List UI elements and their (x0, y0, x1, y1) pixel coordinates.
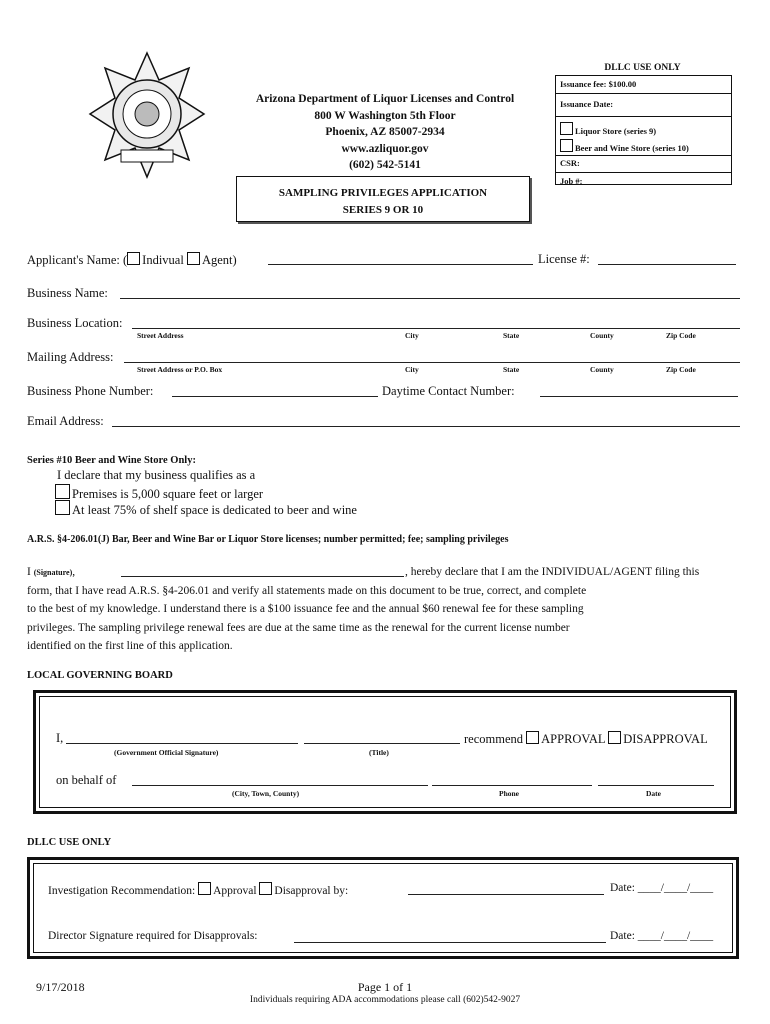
dllc-approval-label: Approval (213, 885, 257, 897)
declaration-signature-field[interactable] (121, 576, 404, 577)
business-location-label: Business Location: (27, 316, 123, 330)
gov-signature-field[interactable] (66, 743, 298, 744)
agency-seal (88, 50, 206, 180)
agency-website: www.azliquor.gov (341, 142, 429, 155)
business-phone-label: Business Phone Number: (27, 384, 154, 398)
footer-ada-notice: Individuals requiring ADA accommodations please call (602)542-9027 (249, 995, 521, 1005)
investigation-date-blank: ____/____/____ (637, 882, 714, 894)
board-disapproval-checkbox[interactable] (608, 731, 621, 744)
mailing-address-field[interactable] (124, 362, 740, 363)
daytime-phone-field[interactable] (540, 396, 738, 397)
board-date-field[interactable] (598, 785, 714, 786)
shelf-checkbox[interactable] (55, 500, 70, 515)
applicant-name-label: Applicant's Name: (27, 253, 120, 267)
dllc-use-heading: DLLC USE ONLY (27, 837, 112, 848)
email-field[interactable] (112, 426, 740, 427)
dllc-approval-checkbox[interactable] (198, 882, 211, 895)
agent-checkbox[interactable] (187, 252, 200, 265)
individual-label: Indivual (142, 253, 184, 267)
city-town-label: (City, Town, County) (232, 789, 300, 798)
dllc-disapproval-checkbox[interactable] (259, 882, 272, 895)
director-signature-field[interactable] (294, 942, 606, 943)
agency-phone: (602) 542-5141 (349, 159, 421, 171)
applicant-name-field[interactable] (268, 264, 533, 265)
gov-title-label: (Title) (369, 748, 389, 757)
shelf-option[interactable] (55, 500, 357, 518)
statute-heading: A.R.S. §4-206.01(J) Bar, Beer and Wine Bar or Liquor Store licenses; number permitted; fee; sampling privileges (27, 534, 509, 545)
agency-name: Arizona Department of Liquor Licenses and Control (255, 93, 515, 105)
director-date-label: Date: (610, 930, 635, 942)
series9-checkbox[interactable] (560, 122, 573, 135)
applicant-name-row: Applicant's Name: ( Indivual Agent) (27, 253, 237, 267)
board-approval-checkbox[interactable] (526, 731, 539, 744)
business-name-field[interactable] (120, 298, 740, 299)
series10-declare: I declare that my business qualifies as a (57, 468, 256, 482)
footer-page: Page 1 of 1 (357, 980, 413, 994)
gov-title-field[interactable] (304, 743, 460, 744)
dllc-use-bottom-box (27, 857, 739, 959)
job-field: Job #: (560, 176, 583, 186)
recommend-label: recommend (464, 732, 524, 746)
series10-heading: Series #10 Beer and Wine Store Only: (27, 455, 196, 466)
investigation-label: Investigation Recommendation: (48, 885, 196, 897)
series10-checkbox[interactable] (560, 139, 573, 152)
license-number-field[interactable] (598, 264, 736, 265)
form-title-box (236, 176, 530, 222)
loc-city-label: City (405, 331, 419, 340)
individual-checkbox[interactable] (127, 252, 140, 265)
local-board-heading: LOCAL GOVERNING BOARD (27, 670, 173, 681)
signature-label: (Signature) (33, 568, 73, 577)
series9-option[interactable] (556, 117, 731, 136)
local-board-box (33, 690, 737, 814)
gov-signature-label: (Government Official Signature) (114, 748, 219, 757)
email-label: Email Address: (27, 414, 104, 428)
agency-address2: Phoenix, AZ 85007-2934 (325, 126, 445, 138)
mail-zip-label: Zip Code (666, 365, 696, 374)
mailing-address-label: Mailing Address: (27, 350, 114, 364)
declaration-line1: , hereby declare that I am the INDIVIDUAL/AGENT filing this (405, 566, 700, 578)
director-signature-label: Director Signature required for Disapprovals: (48, 930, 258, 942)
series10-label: Beer and Wine Store (series 10) (575, 143, 689, 153)
form-subtitle: SERIES 9 OR 10 (342, 204, 424, 216)
board-i-label: I, (56, 731, 64, 745)
investigation-date[interactable] (610, 882, 713, 894)
director-date[interactable] (610, 930, 713, 942)
daytime-phone-label: Daytime Contact Number: (382, 384, 515, 398)
agency-address1: 800 W Washington 5th Floor (314, 109, 456, 122)
board-phone-label: Phone (499, 789, 520, 798)
series9-label: Liquor Store (series 9) (575, 126, 657, 136)
premises-checkbox[interactable] (55, 484, 70, 499)
declaration-line4: privileges. The sampling privilege renewal fees are due at the same time as the renewal for the current license number (27, 621, 570, 634)
declaration-line2: form, that I have read A.R.S. §4-206.01 and verify all statements made on this document to be true, correct, and complete (27, 584, 587, 597)
director-date-blank: ____/____/____ (637, 930, 714, 942)
recommend-row (464, 731, 708, 747)
board-approval-label: APPROVAL (541, 732, 606, 746)
board-disapproval-label: DISAPPROVAL (623, 732, 708, 746)
dllc-box-heading: DLLC USE ONLY (604, 63, 681, 73)
disapproval-by-field[interactable] (408, 894, 604, 895)
business-phone-field[interactable] (172, 396, 378, 397)
board-phone-field[interactable] (432, 785, 592, 786)
declaration-paragraph: I (Signature), , hereby declare that I am the INDIVIDUAL/AGENT filing this form, that I have read A.R.S. §4-206.01 and verify all statements made on this document to be true, correct, and complete to the best of my knowledge. I understand there is a $100 issuance fee and the annual $60 renewal fee for these sampling privileges. The sampling privilege renewal fees are due at the same time as the renewal for the current license number identified on the first line of this application. (27, 563, 743, 656)
form-title: SAMPLING PRIVILEGES APPLICATION (278, 187, 488, 199)
premises-label: Premises is 5,000 square feet or larger (72, 487, 264, 501)
series10-option[interactable] (556, 136, 731, 156)
mail-state-label: State (503, 365, 520, 374)
mail-county-label: County (590, 365, 614, 374)
declaration-line5: identified on the first line of this application. (27, 640, 233, 652)
issuance-fee: Issuance fee: $100.00 (556, 76, 731, 94)
agent-label: Agent) (201, 253, 237, 267)
business-location-field[interactable] (132, 328, 740, 329)
investigation-row (48, 882, 348, 897)
board-date-label: Date (646, 789, 661, 798)
business-name-label: Business Name: (27, 286, 108, 300)
loc-zip-label: Zip Code (666, 331, 696, 340)
loc-state-label: State (503, 331, 520, 340)
dllc-disapproval-label: Disapproval by: (274, 885, 349, 897)
declaration-i: I (27, 566, 31, 578)
footer-date: 9/17/2018 (36, 980, 85, 994)
license-number-label: License #: (538, 252, 590, 266)
investigation-date-label: Date: (610, 882, 635, 894)
mail-street-label: Street Address or P.O. Box (137, 365, 223, 374)
loc-county-label: County (590, 331, 614, 340)
loc-street-label: Street Address (137, 331, 184, 340)
dllc-use-box (555, 75, 732, 185)
csr-field: CSR: (556, 156, 731, 173)
on-behalf-label: on behalf of (56, 773, 117, 787)
mail-city-label: City (405, 365, 419, 374)
issuance-date: Issuance Date: (556, 94, 731, 117)
shelf-label: At least 75% of shelf space is dedicated to beer and wine (72, 503, 357, 517)
city-town-field[interactable] (132, 785, 428, 786)
declaration-line3: to the best of my knowledge. I understand there is a $100 issuance fee and the annual $60 renewal fee for these sampling (27, 603, 584, 615)
